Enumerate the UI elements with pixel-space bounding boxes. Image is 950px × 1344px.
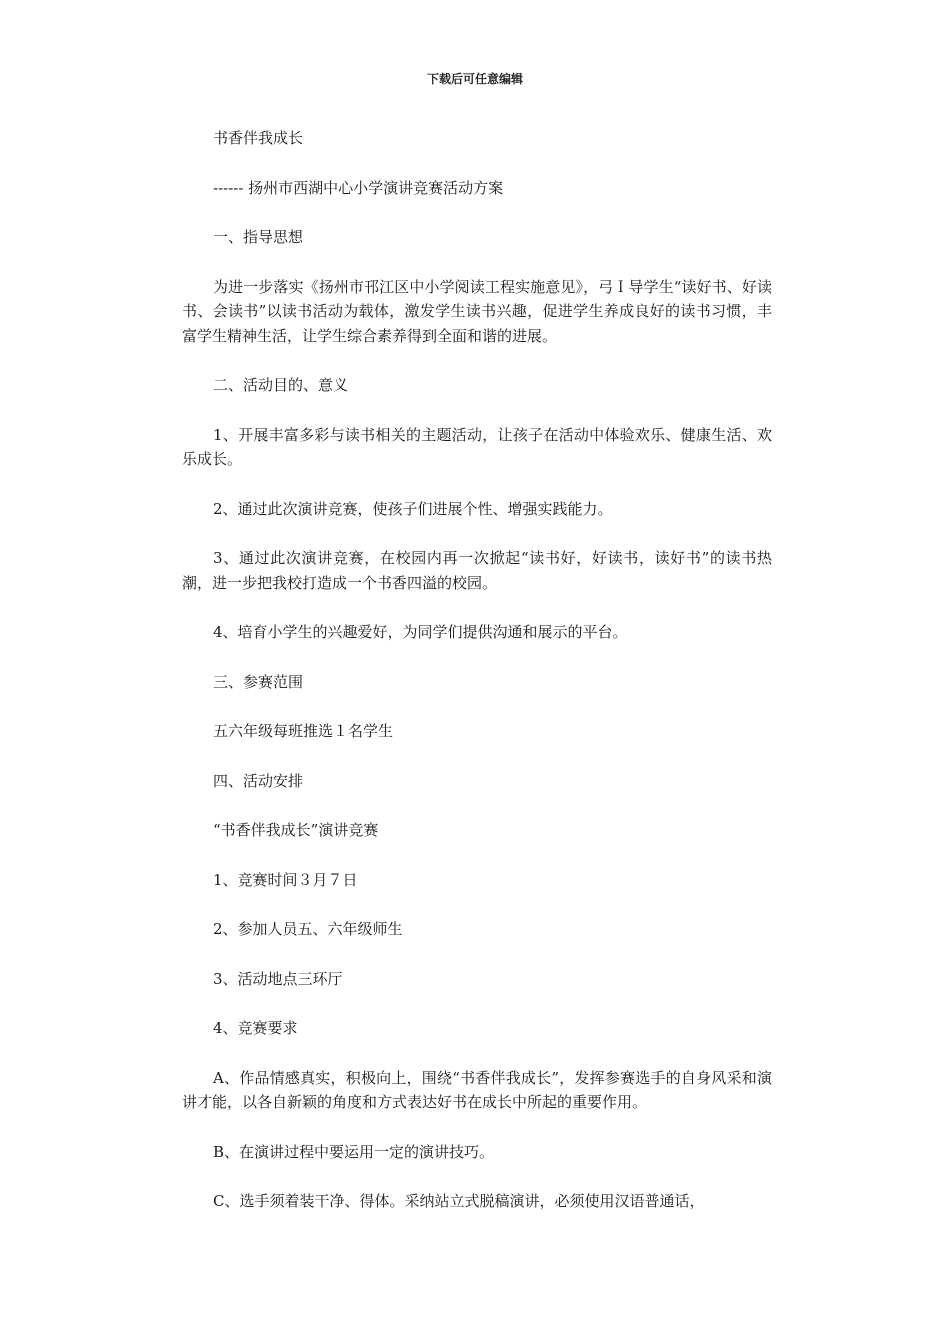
page-header: 下载后可任意编辑 — [426, 72, 523, 86]
list-item: 3、通过此次演讲竞赛，在校园内再一次掀起“读书好，好读书，读好书”的读书热潮，进一步把我校打造成一个书香四溢的校园。 — [182, 549, 772, 592]
list-item: 4、竞赛要求 — [213, 1019, 298, 1037]
document-title: 书香伴我成长 — [213, 129, 304, 147]
requirement-item: B、在演讲过程中要运用一定的演讲技巧。 — [213, 1142, 495, 1161]
paragraph: 为进一步落实《扬州市邗江区中小学阅读工程实施意见》，弓Ｉ导学生“读好书、好读书、会读书”以读书活动为载体，激发学生读书兴趣，促进学生养成良好的读书习惯，丰富学生精神生活，让学生综合素养得到全面和谐的进展。 — [182, 277, 772, 345]
list-item: 1、竞赛时间３月７日 — [213, 870, 358, 889]
section-heading-arrangement: 四、活动安排 — [213, 771, 304, 790]
document-body — [182, 126, 772, 1239]
requirement-item: A、作品情感真实，积极向上，围绕“书香伴我成长”，发挥参赛选手的自身风采和演讲才能，以各自新颖的角度和方式表达好书在成长中所起的重要作用。 — [182, 1068, 772, 1111]
section-heading-guiding-thought: 一、指导思想 — [213, 228, 304, 246]
document-subtitle: ------ 扬州市西湖中心小学演讲竞赛活动方案 — [213, 178, 504, 197]
paragraph: 五六年级每班推选１名学生 — [213, 722, 394, 740]
list-item: 4、培育小学生的兴趣爱好，为同学们提供沟通和展示的平台。 — [213, 623, 628, 641]
requirement-item: C、选手须着装干净、得体。采纳站立式脱稿演讲，必须使用汉语普通话， — [213, 1192, 705, 1210]
list-item: 1、开展丰富多彩与读书相关的主题活动，让孩子在活动中体验欢乐、健康生活、欢乐成长。 — [182, 425, 772, 468]
list-item: 3、活动地点三环厅 — [213, 969, 343, 988]
list-item: 2、通过此次演讲竞赛，使孩子们进展个性、增强实践能力。 — [213, 499, 613, 518]
list-item: 2、参加人员五、六年级师生 — [213, 920, 403, 938]
section-heading-purpose: 二、活动目的、意义 — [213, 376, 349, 394]
paragraph: “书香伴我成长”演讲竞赛 — [213, 821, 379, 839]
section-heading-scope: 三、参赛范围 — [213, 672, 304, 691]
